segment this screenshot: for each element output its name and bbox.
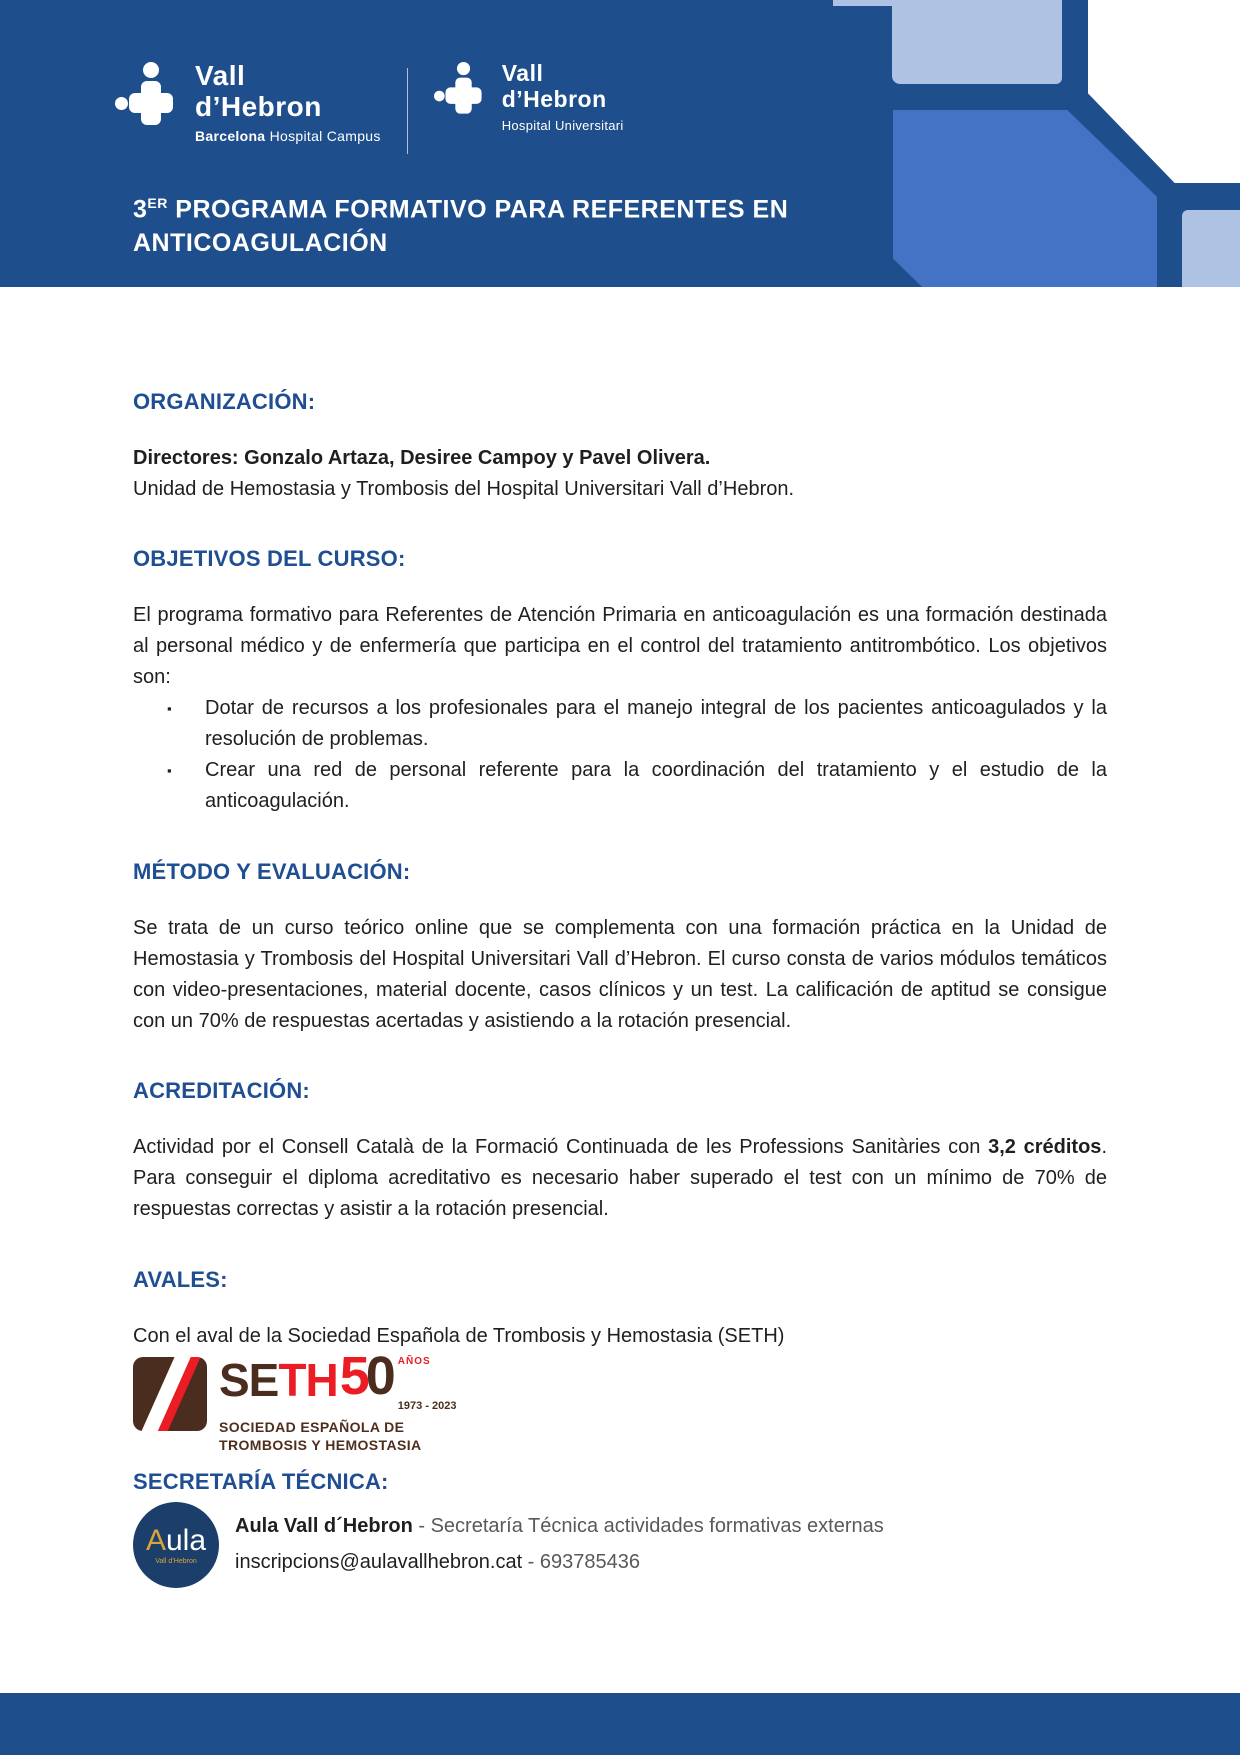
seth-logo bbox=[133, 1346, 1107, 1454]
seth-five: 5 bbox=[339, 1346, 370, 1406]
seth-years-label: 1973 - 2023 bbox=[397, 1400, 457, 1412]
section-heading-acreditacion: ACREDITACIÓN: bbox=[133, 1078, 310, 1103]
secretaria-line2 bbox=[235, 1544, 884, 1580]
seth-full-name bbox=[219, 1418, 457, 1454]
logo-left-subtitle bbox=[195, 129, 381, 143]
acreditacion-paragraph bbox=[133, 1132, 1107, 1225]
seth-anos-label: AÑOS bbox=[397, 1356, 431, 1367]
footer-bar bbox=[0, 1693, 1240, 1755]
logo-divider-line bbox=[407, 68, 408, 154]
page-title bbox=[133, 186, 788, 260]
seth-name-line1: SOCIEDAD ESPAÑOLA DE bbox=[219, 1419, 405, 1435]
section-heading-secretaria: SECRETARÍA TÉCNICA: bbox=[133, 1469, 389, 1494]
bullet-text: Crear una red de personal referente para la coordinación del tratamiento y el estudio de la anticoagulación. bbox=[205, 759, 1107, 812]
vall-dhebron-hospital-logo-text bbox=[502, 62, 624, 132]
title-prefix: 3 bbox=[133, 195, 148, 224]
objetivos-intro-paragraph: El programa formativo para Referentes de Atención Primaria en anticoagulación es una formación destinada al personal médico y de enfermería que participa en el control del tratamiento antitrombótico. Los objetivos son: bbox=[133, 604, 1107, 688]
secretaria-contact-block bbox=[133, 1502, 1107, 1588]
aula-ula: ula bbox=[165, 1523, 207, 1557]
vall-dhebron-cross-icon bbox=[115, 62, 187, 128]
secretaria-role: Secretaría Técnica actividades formativas externas bbox=[430, 1515, 884, 1537]
vall-dhebron-hospital-logo bbox=[434, 62, 624, 132]
list-item bbox=[133, 755, 1107, 817]
title-line1-rest: PROGRAMA FORMATIVO PARA REFERENTES EN bbox=[167, 195, 789, 224]
secretaria-line1 bbox=[235, 1508, 884, 1544]
seth-th: TH bbox=[278, 1354, 338, 1406]
deco-sliver-rect bbox=[833, 0, 892, 6]
vall-dhebron-campus-logo bbox=[115, 62, 381, 143]
logo-left-subtitle-bold: Barcelona bbox=[195, 128, 266, 144]
bullet-icon: ▪ bbox=[167, 701, 172, 716]
acreditacion-text-post: . Para conseguir el diploma acreditativo es necesario haber superado el test con un mínimo de 70% de respuestas correctas y asistir a la rotación presencial. bbox=[133, 1136, 1107, 1220]
page-title-line1 bbox=[133, 186, 788, 226]
seth-name-line2: TROMBOSIS Y HEMOSTASIA bbox=[219, 1437, 422, 1453]
list-item bbox=[133, 693, 1107, 755]
objetivos-bullet-list bbox=[133, 693, 1107, 817]
logo-left-line1: Vall bbox=[195, 60, 246, 91]
header-banner bbox=[0, 0, 1240, 287]
document-body bbox=[133, 350, 1107, 1588]
unit-line: Unidad de Hemostasia y Trombosis del Hospital Universitari Vall d’Hebron. bbox=[133, 478, 795, 500]
vall-dhebron-cross-icon bbox=[434, 62, 483, 116]
deco-medium-blue-shape bbox=[893, 110, 1157, 287]
section-heading-objetivos: OBJETIVOS DEL CURSO: bbox=[133, 546, 406, 571]
seth-anniversary bbox=[398, 1357, 457, 1412]
organizacion-paragraph bbox=[133, 443, 1107, 505]
logo-left-line2: d’Hebron bbox=[195, 91, 322, 122]
acreditacion-credits-bold: 3,2 créditos bbox=[988, 1136, 1102, 1158]
seth-se: SE bbox=[219, 1354, 279, 1406]
page-title-line2: ANTICOAGULACIÓN bbox=[133, 229, 388, 258]
aula-logo-subtext: Vall d’Hebron bbox=[155, 1557, 197, 1565]
secretaria-line2-sep: - bbox=[522, 1551, 540, 1573]
seth-zero: 0 bbox=[365, 1346, 396, 1406]
contact-phone: 693785436 bbox=[539, 1551, 641, 1573]
logo-right-subtitle: Hospital Universitari bbox=[501, 118, 624, 133]
seth-logo-text bbox=[219, 1346, 457, 1454]
logo-left-subtitle-rest: Hospital Campus bbox=[265, 128, 381, 144]
bullet-icon: ▪ bbox=[167, 763, 172, 778]
directors-line: Directores: Gonzalo Artaza, Desiree Campoy y Pavel Olivera. bbox=[133, 447, 711, 469]
contact-email: inscripcions@aulavallhebron.cat bbox=[235, 1551, 523, 1573]
secretaria-contact-text bbox=[235, 1508, 884, 1580]
aula-a: A bbox=[145, 1523, 166, 1557]
seth-emblem-icon bbox=[133, 1357, 207, 1431]
section-heading-organizacion: ORGANIZACIÓN: bbox=[133, 389, 316, 414]
title-superscript: ER bbox=[147, 195, 168, 211]
section-heading-metodo: MÉTODO Y EVALUACIÓN: bbox=[133, 859, 411, 884]
bullet-text: Dotar de recursos a los profesionales para el manejo integral de los pacientes anticoagulados y la resolución de problemas. bbox=[205, 697, 1107, 750]
logo-right-line2: d’Hebron bbox=[501, 86, 607, 112]
logo-row bbox=[115, 62, 624, 154]
seth-wordmark bbox=[219, 1346, 457, 1412]
logo-right-line1: Vall bbox=[501, 60, 544, 86]
acreditacion-text-pre: Actividad por el Consell Català de la Formació Continuada de les Professions Sanitàries con bbox=[133, 1136, 989, 1158]
section-heading-avales: AVALES: bbox=[133, 1267, 228, 1292]
aula-logo-icon bbox=[133, 1502, 219, 1588]
aula-name: Aula Vall d´Hebron bbox=[235, 1515, 413, 1537]
avales-paragraph: Con el aval de la Sociedad Española de Trombosis y Hemostasia (SETH) bbox=[133, 1325, 785, 1347]
metodo-paragraph: Se trata de un curso teórico online que se complementa con una formación práctica en la Unidad de Hemostasia y Trombosis del Hospital Universitari Vall d’Hebron. El curso consta de varios módulos temáticos con video-presentaciones, material docente, casos clínicos y un test. La calificación de aptitud se consigue con un 70% de respuestas acertadas y asistiendo a la rotación presencial. bbox=[133, 917, 1107, 1032]
deco-light-blue-rect-top bbox=[892, 0, 1062, 84]
secretaria-line1-sep: - bbox=[412, 1515, 431, 1537]
aula-wordmark bbox=[145, 1523, 207, 1557]
deco-light-blue-rect-bottom bbox=[1182, 210, 1240, 287]
vall-dhebron-campus-logo-text bbox=[195, 62, 381, 143]
